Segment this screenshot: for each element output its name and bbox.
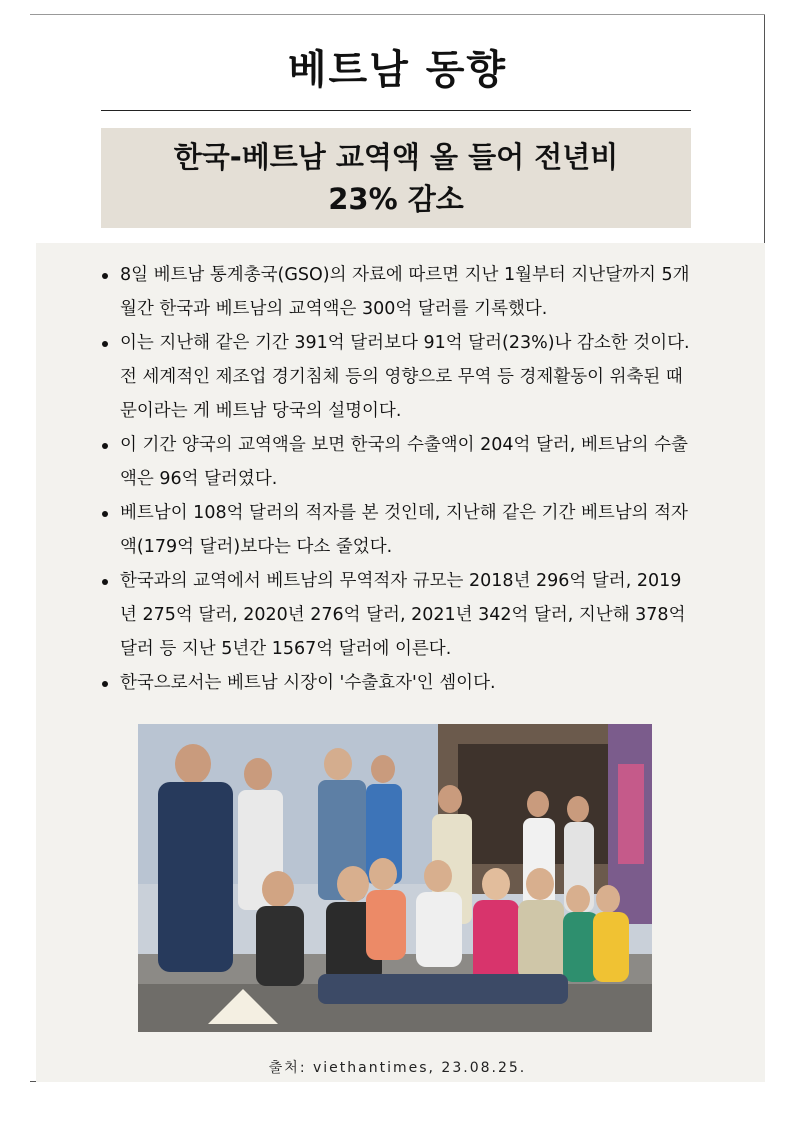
title-divider — [101, 110, 691, 111]
headline-line-1: 한국-베트남 교역액 올 들어 전년비 — [173, 140, 619, 174]
bullet-item: 이 기간 양국의 교역액을 보면 한국의 수출액이 204억 달러, 베트남의 수출액은 96억 달러였다. — [100, 428, 696, 496]
bullet-item: 한국과의 교역에서 베트남의 무역적자 규모는 2018년 296억 달러, 2019년 275억 달러, 2020년 276억 달러, 2021년 342억 달러, 지난해 378억 달러 등 지난 5년간 1567억 달러에 이른다. — [100, 564, 696, 666]
frame-top-line — [30, 14, 765, 15]
headline-box — [101, 128, 691, 228]
bullet-item: 한국으로서는 베트남 시장이 '수출효자'인 셈이다. — [100, 666, 696, 700]
headline-line-2: 23% 감소 — [328, 182, 464, 216]
bullet-list — [100, 258, 696, 700]
bullet-item: 8일 베트남 통계총국(GSO)의 자료에 따르면 지난 1월부터 지난달까지 5개월간 한국과 베트남의 교역액은 300억 달러를 기록했다. — [100, 258, 696, 326]
page-title: 베트남 동향 — [287, 47, 508, 93]
news-photo — [138, 724, 652, 1032]
photo-illustration — [138, 724, 652, 1032]
bullet-item: 베트남이 108억 달러의 적자를 본 것인데, 지난해 같은 기간 베트남의 적자액(179억 달러)보다는 다소 줄었다. — [100, 496, 696, 564]
bullet-item: 이는 지난해 같은 기간 391억 달러보다 91억 달러(23%)나 감소한 것이다. 전 세계적인 제조업 경기침체 등의 영향으로 무역 등 경제활동이 위축된 때문이라는 게 베트남 당국의 설명이다. — [100, 326, 696, 428]
source-citation: 출처: viethantimes, 23.08.25. — [268, 1060, 527, 1076]
